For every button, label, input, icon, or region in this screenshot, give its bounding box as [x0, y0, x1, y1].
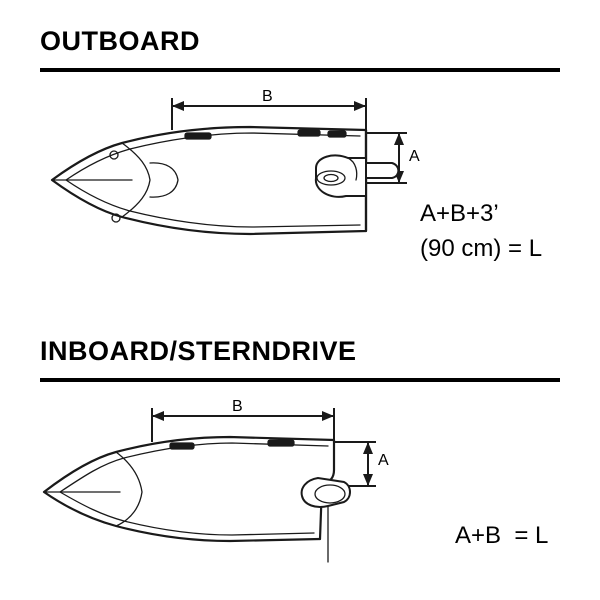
formula-inboard-line1: A+B = L [455, 522, 549, 549]
inboard-illustration [0, 300, 600, 600]
formula-outboard-line2: (90 cm) = L [420, 235, 543, 262]
dimension-label-a-inboard: A [378, 452, 389, 469]
dimension-label-b-outboard: B [262, 88, 273, 105]
dimension-a-inboard [334, 442, 376, 486]
section-title-outboard: OUTBOARD [40, 26, 200, 56]
dimension-label-b-inboard: B [232, 398, 243, 415]
section-title-inboard: INBOARD/STERNDRIVE [40, 336, 357, 366]
section-inboard [0, 300, 600, 600]
dimension-label-a-outboard: A [409, 148, 420, 165]
formula-outboard-line1: A+B+3’ [420, 200, 499, 227]
